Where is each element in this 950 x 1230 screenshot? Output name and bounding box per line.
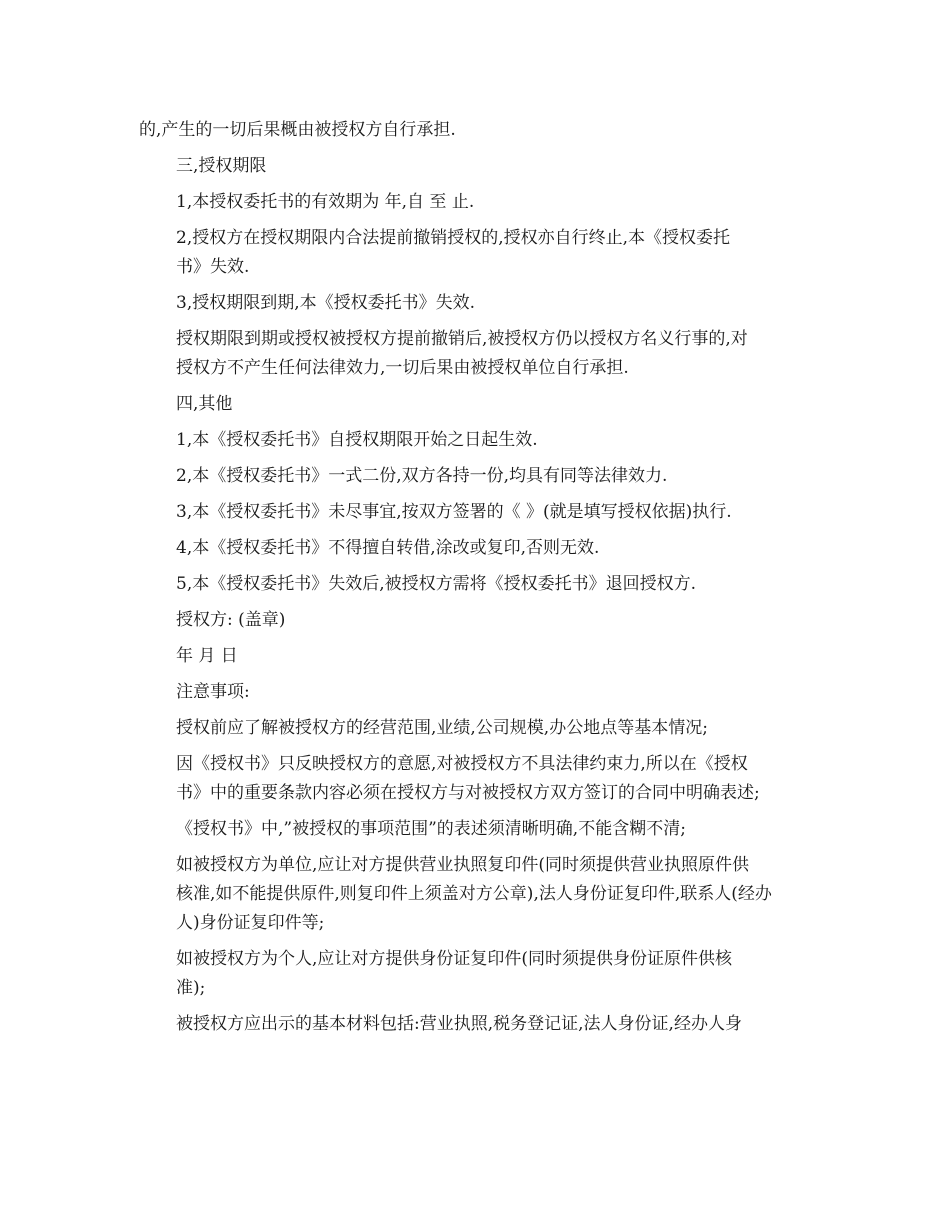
text-line: 三,授权期限 (176, 156, 267, 176)
text-line: 如被授权方为个人,应让对方提供身份证复印件(同时须提供身份证原件供核 (176, 949, 733, 969)
paragraph (139, 945, 819, 1003)
text-line: 书》中的重要条款内容必须在授权方与对被授权方双方签订的合同中明确表述; (176, 783, 760, 803)
paragraph (139, 390, 819, 419)
text-line: 年 月 日 (176, 646, 238, 666)
document-body (139, 116, 819, 1046)
paragraph (139, 462, 819, 491)
paragraph (139, 750, 819, 808)
paragraph (139, 116, 819, 145)
text-line: 授权期限到期或授权被授权方提前撤销后,被授权方仍以授权方名义行事的,对 (176, 329, 748, 349)
paragraph (139, 851, 819, 938)
text-line: 书》失效. (176, 257, 250, 277)
text-line: 人)身份证复印件等; (176, 913, 325, 933)
text-line: 的,产生的一切后果概由被授权方自行承担. (139, 120, 456, 140)
paragraph (139, 498, 819, 527)
paragraph (139, 224, 819, 282)
paragraph (139, 815, 819, 844)
text-line: 2,授权方在授权期限内合法提前撤销授权的,授权亦自行终止,本《授权委托 (176, 228, 731, 248)
text-line: 被授权方应出示的基本材料包括:营业执照,税务登记证,法人身份证,经办人身 (176, 1014, 742, 1034)
text-line: 如被授权方为单位,应让对方提供营业执照复印件(同时须提供营业执照原件供 (176, 855, 750, 875)
text-line: 注意事项: (176, 682, 250, 702)
text-line: 授权方: (盖章) (176, 610, 286, 630)
text-line: 准); (176, 978, 206, 998)
paragraph (139, 678, 819, 707)
paragraph (139, 152, 819, 181)
text-line: 授权前应了解被授权方的经营范围,业绩,公司规模,办公地点等基本情况; (176, 718, 708, 738)
text-line: 3,本《授权委托书》未尽事宜,按双方签署的《 》(就是填写授权依据)执行. (176, 502, 732, 522)
paragraph (139, 570, 819, 599)
paragraph (139, 1010, 819, 1039)
paragraph (139, 325, 819, 383)
text-line: 1,本《授权委托书》自授权期限开始之日起生效. (176, 430, 538, 450)
paragraph (139, 606, 819, 635)
text-line: 2,本《授权委托书》一式二份,双方各持一份,均具有同等法律效力. (176, 466, 668, 486)
text-line: 5,本《授权委托书》失效后,被授权方需将《授权委托书》退回授权方. (176, 574, 697, 594)
paragraph (139, 534, 819, 563)
paragraph (139, 289, 819, 318)
paragraph (139, 642, 819, 671)
paragraph (139, 188, 819, 217)
text-line: 因《授权书》只反映授权方的意愿,对被授权方不具法律约束力,所以在《授权 (176, 754, 748, 774)
text-line: 3,授权期限到期,本《授权委托书》失效. (176, 293, 476, 313)
text-line: 1,本授权委托书的有效期为 年,自 至 止. (176, 192, 475, 212)
text-line: 授权方不产生任何法律效力,一切后果由被授权单位自行承担. (176, 358, 629, 378)
text-line: 《授权书》中,”被授权的事项范围”的表述须清晰明确,不能含糊不清; (176, 819, 686, 839)
text-line: 核准,如不能提供原件,则复印件上须盖对方公章),法人身份证复印件,联系人(经办 (176, 884, 772, 904)
text-line: 4,本《授权委托书》不得擅自转借,涂改或复印,否则无效. (176, 538, 600, 558)
paragraph (139, 426, 819, 455)
text-line: 四,其他 (176, 394, 233, 414)
paragraph (139, 714, 819, 743)
